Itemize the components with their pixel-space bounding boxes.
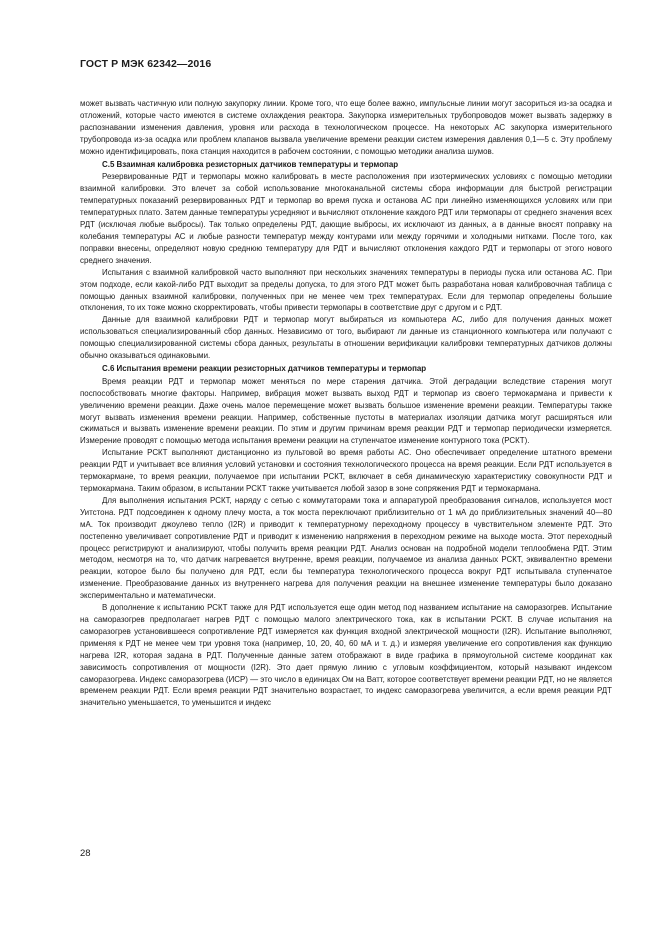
section-c5-paragraph-3: Данные для взаимной калибровки РДТ и термопар могут выбираться из компьютера АС, либо для получения данных может использоваться специализированный сбор данных. Независимо от того, выбирают ли данные из станционного компьютера или получают с помощью специализированной системы сбора данных, результаты в отношении верификации калибровки температурных датчиков должны обычно оказываться одинаковыми. [80, 315, 612, 361]
section-c6-paragraph-4: В дополнение к испытанию РСКТ также для РДТ используется еще один метод под названием испытание на саморазогрев. Испытание на саморазогрев предполагает нагрев РДТ с помощью малого электрического тока, как в испытании РСКТ. В случае испытания на саморазогрев установившееся сопротивление РДТ измеряется как функция входной электрической мощности (I2R). Испытание выполняют, применяя к РДТ не менее чем три уровня тока (например, 10, 20, 40, 60 мА и т. д.) и измеряя увеличение его сопротивления как функцию нагрева I2R, которая задана в РДТ. Полученные данные затем отображают в виде графика в прямоугольной системе координат как зависимость сопротивления от мощности (I2R). Это дает прямую линию с угловым коэффициентом, который называют индексом саморазогрева. Индекс саморазогрева (ИСР) — это число в единицах Ом на Ватт, которое соответствует времени реакции РДТ, но не является временем реакции РДТ. Если время реакции РДТ значительно возрастает, то индекс саморазогрева увеличится, а если время реакции РДТ значительно уменьшается, то уменьшится и индекс [80, 603, 612, 708]
section-c5-paragraph-1: Резервированные РДТ и термопары можно калибровать в месте расположения при изотермических условиях с помощью методики взаимной калибровки. Это влечет за собой использование многоканальной системы сбора информации для быстрой регистрации температурных показаний резервированных РДТ и термопар во время пуска и останова АС при линейно изменяющихся условиях или при температурных плато. Затем данные температуры усредняют и вычисляют отклонение каждого РДТ или термопары от среднего значения всех РДТ (исключая любые выбросы). Так только определены РДТ, дающие выбросы, их исключают из данных, а в данные вносят поправку на колебания температуры АС и любые разности температур между контурами или между горячими и холодными нитками. После того, как поправки внесены, определяют новую среднюю температуру для РДТ и вычисляют отклонения каждого РДТ и термопары от этого нового среднего значения. [80, 172, 612, 265]
page-number: 28 [80, 848, 91, 859]
body-text [80, 98, 612, 709]
section-c5-paragraph-2: Испытания с взаимной калибровкой часто выполняют при нескольких значениях температуры в периоды пуска или останова АС. При этом подходе, если какой-либо РДТ выходит за пределы допуска, то для этого РДТ может быть разработана новая калибровочная таблица с помощью данных взаимной калибровки, полученных при не менее чем трех температурах. Если для термопар определены большие отклонения, то их тоже можно скорректировать, чтобы привести термопары в соответствие друг с другом и с РДТ. [80, 267, 612, 313]
section-c6-paragraph-1: Время реакции РДТ и термопар может меняться по мере старения датчика. Этой деградации вследствие старения могут поспособствовать многие факторы. Например, вибрация может вызвать выход РДТ и термопар из своего термокармана и привести к увеличению времени реакции. Даже очень малое перемещение может вызвать большое изменение времени реакции. Температуры также могут вызвать изменения времени реакции. Например, собственные пустоты в материалах изоляции датчика могут расширяться или сжиматься и вызвать изменение времени реакции. По этим и другим причинам время реакции РДТ и термопар периодически измеряется. Измерение проводят с помощью метода испытания времени реакции на ступенчатое изменение контурного тока (РСКТ). [80, 376, 612, 446]
section-c5-heading: С.5 Взаимная калибровка резисторных датчиков температуры и термопар [102, 160, 399, 170]
paragraph-continuation: может вызвать частичную или полную закупорку линии. Кроме того, что еще более важно, импульсные линии могут засориться из-за осадка и отложений, которые часто имеются в системе охлаждения реактора. Закупорка измерительных трубопроводов может вызвать задержку в распознавании изменения давления, уровня или расхода в технологическом процессе. На некоторых АС закупорка измерительного трубопровода из-за осадка или проблем клапанов вызвала увеличение времени реакции систем измерения давления 0,1—5 с. Эту проблему можно идентифицировать, пока станция находится в рабочем состоянии, с помощью методики анализа шумов. [80, 99, 612, 156]
section-c6-paragraph-2: Испытание РСКТ выполняют дистанционно из пультовой во время работы АС. Оно обеспечивает определение штатного времени реакции РДТ и учитывает все влияния условий установки и состояния технологического процесса на время реакции. Если РДТ используется в термокармане, то время реакции, получаемое при испытании РСКТ, включает в себя динамическую характеристику совокупности РДТ и термокармана. Таким образом, в испытании РСКТ также учитывается любой зазор в зоне сопряжения РДТ и термокармана. [80, 448, 612, 493]
document-header: ГОСТ Р МЭК 62342—2016 [80, 58, 212, 70]
section-c6-heading: С.6 Испытания времени реакции резисторных датчиков температуры и термопар [102, 364, 427, 374]
section-c6-paragraph-3: Для выполнения испытания РСКТ, наряду с сетью с коммутаторами тока и аппаратурой преобразования сигналов, используется мост Уитстона. РДТ подсоединен к одному плечу моста, а ток моста переключают приблизительно от 1 мА до приблизительных значений 40—80 мА. Ток производит джоулево тепло (I2R) и приводит к температурному переходному процессу в чувствительном элементе РДТ. Это постепенно увеличивает сопротивление РДТ и приводит к изменению напряжения в переходном режиме на выходе моста. Этот переходный процесс регистрируют и анализируют, чтобы получить время реакции РДТ. Анализ основан на подробной модели теплообмена РДТ. Этим методом, несмотря на то, что датчик нагревается внутренне, время реакции, получаемое из анализа данных РСКТ, эквивалентно времени реакции, которое было бы получено для РДТ, если бы температура технологического процесса вокруг РДТ испытывала ступенчатое изменение. Преобразование данных из внутреннего нагрева для получения реакции на внешнее изменение температуры было доказано экспериментально и математически. [80, 495, 612, 601]
